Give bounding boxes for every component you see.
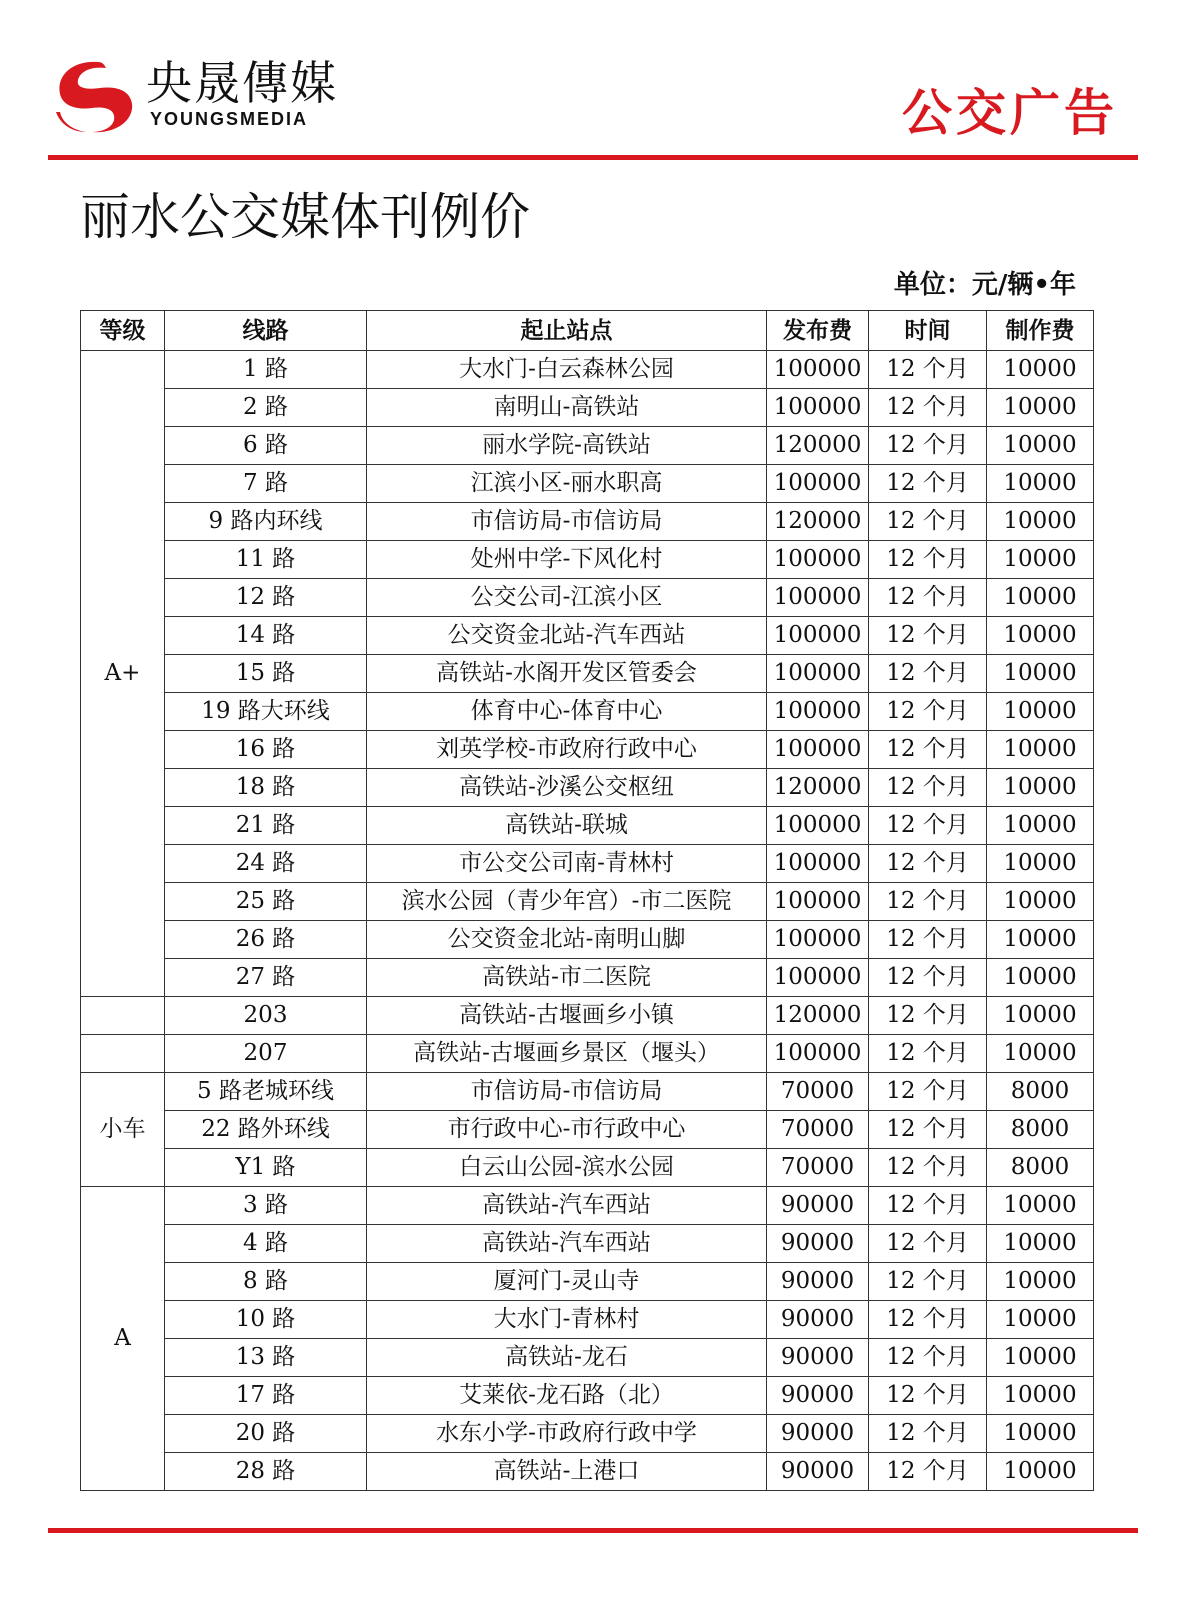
stops-cell: 高铁站-上港口 [367, 1453, 767, 1491]
grade-cell: 小车 [81, 1073, 165, 1187]
swirl-logo-icon [52, 58, 136, 134]
fee-cell: 100000 [767, 731, 869, 769]
fee-cell: 100000 [767, 845, 869, 883]
table-row [81, 541, 1094, 579]
table-row [81, 579, 1094, 617]
header-tagline: 公交广告 [902, 84, 1118, 142]
route-cell: 14 路 [165, 617, 367, 655]
table-row [81, 1339, 1094, 1377]
stops-cell: 高铁站-联城 [367, 807, 767, 845]
production-fee-cell: 10000 [987, 921, 1094, 959]
time-cell: 12 个月 [869, 1111, 987, 1149]
time-cell: 12 个月 [869, 1225, 987, 1263]
production-fee-cell: 10000 [987, 997, 1094, 1035]
production-fee-cell: 10000 [987, 769, 1094, 807]
route-cell: 26 路 [165, 921, 367, 959]
table-row [81, 731, 1094, 769]
fee-cell: 90000 [767, 1377, 869, 1415]
table-row [81, 883, 1094, 921]
stops-cell: 南明山-高铁站 [367, 389, 767, 427]
unit-label: 单位：元/辆•年 [893, 270, 1076, 300]
stops-cell: 高铁站-汽车西站 [367, 1187, 767, 1225]
production-fee-cell: 10000 [987, 731, 1094, 769]
route-cell: 5 路老城环线 [165, 1073, 367, 1111]
time-cell: 12 个月 [869, 1035, 987, 1073]
route-cell: 207 [165, 1035, 367, 1073]
time-cell: 12 个月 [869, 655, 987, 693]
production-fee-cell: 10000 [987, 693, 1094, 731]
price-table [80, 310, 1094, 1491]
table-header-row [81, 311, 1094, 351]
header-production: 制作费 [987, 311, 1094, 351]
time-cell: 12 个月 [869, 1377, 987, 1415]
production-fee-cell: 10000 [987, 1225, 1094, 1263]
fee-cell: 90000 [767, 1301, 869, 1339]
fee-cell: 100000 [767, 883, 869, 921]
route-cell: 24 路 [165, 845, 367, 883]
production-fee-cell: 10000 [987, 1339, 1094, 1377]
production-fee-cell: 10000 [987, 845, 1094, 883]
route-cell: 27 路 [165, 959, 367, 997]
route-cell: 13 路 [165, 1339, 367, 1377]
table-row [81, 1187, 1094, 1225]
stops-cell: 体育中心-体育中心 [367, 693, 767, 731]
stops-cell: 市行政中心-市行政中心 [367, 1111, 767, 1149]
stops-cell: 市信访局-市信访局 [367, 503, 767, 541]
production-fee-cell: 10000 [987, 1453, 1094, 1491]
grade-cell: A+ [81, 351, 165, 997]
time-cell: 12 个月 [869, 1415, 987, 1453]
stops-cell: 江滨小区-丽水职高 [367, 465, 767, 503]
production-fee-cell: 10000 [987, 617, 1094, 655]
route-cell: 15 路 [165, 655, 367, 693]
fee-cell: 100000 [767, 1035, 869, 1073]
fee-cell: 120000 [767, 503, 869, 541]
table-row [81, 1301, 1094, 1339]
stops-cell: 公交资金北站-汽车西站 [367, 617, 767, 655]
time-cell: 12 个月 [869, 693, 987, 731]
time-cell: 12 个月 [869, 959, 987, 997]
route-cell: 6 路 [165, 427, 367, 465]
time-cell: 12 个月 [869, 427, 987, 465]
route-cell: 4 路 [165, 1225, 367, 1263]
fee-cell: 120000 [767, 427, 869, 465]
production-fee-cell: 10000 [987, 427, 1094, 465]
table-row [81, 997, 1094, 1035]
fee-cell: 100000 [767, 579, 869, 617]
stops-cell: 高铁站-沙溪公交枢纽 [367, 769, 767, 807]
stops-cell: 高铁站-市二医院 [367, 959, 767, 997]
page-header [0, 0, 1184, 160]
header-grade: 等级 [81, 311, 165, 351]
production-fee-cell: 10000 [987, 959, 1094, 997]
stops-cell: 厦河门-灵山寺 [367, 1263, 767, 1301]
table-row [81, 1263, 1094, 1301]
stops-cell: 高铁站-汽车西站 [367, 1225, 767, 1263]
route-cell: 9 路内环线 [165, 503, 367, 541]
fee-cell: 100000 [767, 617, 869, 655]
route-cell: 7 路 [165, 465, 367, 503]
stops-cell: 高铁站-古堰画乡景区（堰头） [367, 1035, 767, 1073]
table-row [81, 503, 1094, 541]
fee-cell: 120000 [767, 769, 869, 807]
table-row [81, 617, 1094, 655]
table-row [81, 389, 1094, 427]
stops-cell: 高铁站-水阁开发区管委会 [367, 655, 767, 693]
route-cell: 18 路 [165, 769, 367, 807]
table-row [81, 1377, 1094, 1415]
stops-cell: 滨水公园（青少年宫）-市二医院 [367, 883, 767, 921]
time-cell: 12 个月 [869, 1187, 987, 1225]
route-cell: 11 路 [165, 541, 367, 579]
table-row [81, 1453, 1094, 1491]
stops-cell: 大水门-青林村 [367, 1301, 767, 1339]
grade-cell: A [81, 1187, 165, 1491]
production-fee-cell: 10000 [987, 1035, 1094, 1073]
fee-cell: 100000 [767, 693, 869, 731]
stops-cell: 公交资金北站-南明山脚 [367, 921, 767, 959]
stops-cell: 丽水学院-高铁站 [367, 427, 767, 465]
stops-cell: 高铁站-龙石 [367, 1339, 767, 1377]
header-fee: 发布费 [767, 311, 869, 351]
stops-cell: 水东小学-市政府行政中学 [367, 1415, 767, 1453]
table-row [81, 1149, 1094, 1187]
table-row [81, 807, 1094, 845]
table-row [81, 921, 1094, 959]
table-row [81, 351, 1094, 389]
fee-cell: 90000 [767, 1225, 869, 1263]
stops-cell: 高铁站-古堰画乡小镇 [367, 997, 767, 1035]
stops-cell: 白云山公园-滨水公园 [367, 1149, 767, 1187]
stops-cell: 公交公司-江滨小区 [367, 579, 767, 617]
table-row [81, 465, 1094, 503]
table-row [81, 845, 1094, 883]
production-fee-cell: 8000 [987, 1111, 1094, 1149]
fee-cell: 100000 [767, 807, 869, 845]
stops-cell: 市公交公司南-青林村 [367, 845, 767, 883]
fee-cell: 100000 [767, 465, 869, 503]
fee-cell: 100000 [767, 655, 869, 693]
time-cell: 12 个月 [869, 1339, 987, 1377]
production-fee-cell: 10000 [987, 883, 1094, 921]
production-fee-cell: 10000 [987, 579, 1094, 617]
route-cell: 3 路 [165, 1187, 367, 1225]
route-cell: 28 路 [165, 1453, 367, 1491]
fee-cell: 70000 [767, 1073, 869, 1111]
fee-cell: 100000 [767, 921, 869, 959]
time-cell: 12 个月 [869, 883, 987, 921]
production-fee-cell: 10000 [987, 389, 1094, 427]
fee-cell: 100000 [767, 351, 869, 389]
table-row [81, 655, 1094, 693]
route-cell: 21 路 [165, 807, 367, 845]
table-row [81, 769, 1094, 807]
top-divider [48, 155, 1138, 160]
time-cell: 12 个月 [869, 1149, 987, 1187]
page-title: 丽水公交媒体刊例价 [80, 188, 530, 246]
time-cell: 12 个月 [869, 351, 987, 389]
time-cell: 12 个月 [869, 1301, 987, 1339]
time-cell: 12 个月 [869, 579, 987, 617]
production-fee-cell: 8000 [987, 1149, 1094, 1187]
grade-cell [81, 997, 165, 1035]
route-cell: 25 路 [165, 883, 367, 921]
time-cell: 12 个月 [869, 845, 987, 883]
production-fee-cell: 10000 [987, 541, 1094, 579]
time-cell: 12 个月 [869, 807, 987, 845]
route-cell: 10 路 [165, 1301, 367, 1339]
time-cell: 12 个月 [869, 465, 987, 503]
header-time: 时间 [869, 311, 987, 351]
table-row [81, 1415, 1094, 1453]
production-fee-cell: 10000 [987, 807, 1094, 845]
fee-cell: 90000 [767, 1263, 869, 1301]
route-cell: 8 路 [165, 1263, 367, 1301]
brand-name-cn: 央晟傳媒 [146, 56, 338, 110]
bottom-divider [48, 1528, 1138, 1533]
route-cell: 19 路大环线 [165, 693, 367, 731]
time-cell: 12 个月 [869, 1453, 987, 1491]
production-fee-cell: 10000 [987, 465, 1094, 503]
route-cell: 1 路 [165, 351, 367, 389]
production-fee-cell: 10000 [987, 1187, 1094, 1225]
production-fee-cell: 10000 [987, 503, 1094, 541]
fee-cell: 100000 [767, 959, 869, 997]
table-row [81, 959, 1094, 997]
production-fee-cell: 10000 [987, 1301, 1094, 1339]
header-route: 线路 [165, 311, 367, 351]
time-cell: 12 个月 [869, 541, 987, 579]
fee-cell: 90000 [767, 1453, 869, 1491]
route-cell: Y1 路 [165, 1149, 367, 1187]
grade-cell [81, 1035, 165, 1073]
production-fee-cell: 8000 [987, 1073, 1094, 1111]
production-fee-cell: 10000 [987, 1415, 1094, 1453]
table-row [81, 1225, 1094, 1263]
table-row [81, 427, 1094, 465]
fee-cell: 70000 [767, 1111, 869, 1149]
fee-cell: 90000 [767, 1187, 869, 1225]
fee-cell: 100000 [767, 389, 869, 427]
production-fee-cell: 10000 [987, 1377, 1094, 1415]
fee-cell: 120000 [767, 997, 869, 1035]
time-cell: 12 个月 [869, 389, 987, 427]
stops-cell: 艾莱依-龙石路（北） [367, 1377, 767, 1415]
table-row [81, 1111, 1094, 1149]
time-cell: 12 个月 [869, 731, 987, 769]
time-cell: 12 个月 [869, 1073, 987, 1111]
header-stops: 起止站点 [367, 311, 767, 351]
production-fee-cell: 10000 [987, 351, 1094, 389]
route-cell: 203 [165, 997, 367, 1035]
route-cell: 16 路 [165, 731, 367, 769]
production-fee-cell: 10000 [987, 1263, 1094, 1301]
time-cell: 12 个月 [869, 997, 987, 1035]
route-cell: 2 路 [165, 389, 367, 427]
time-cell: 12 个月 [869, 921, 987, 959]
fee-cell: 90000 [767, 1339, 869, 1377]
brand-name-en: YOUNGSMEDIA [150, 109, 309, 129]
time-cell: 12 个月 [869, 769, 987, 807]
route-cell: 22 路外环线 [165, 1111, 367, 1149]
table-row [81, 1035, 1094, 1073]
stops-cell: 处州中学-下风化村 [367, 541, 767, 579]
route-cell: 12 路 [165, 579, 367, 617]
stops-cell: 刘英学校-市政府行政中心 [367, 731, 767, 769]
fee-cell: 100000 [767, 541, 869, 579]
route-cell: 17 路 [165, 1377, 367, 1415]
fee-cell: 90000 [767, 1415, 869, 1453]
table-row [81, 1073, 1094, 1111]
table-row [81, 693, 1094, 731]
time-cell: 12 个月 [869, 503, 987, 541]
production-fee-cell: 10000 [987, 655, 1094, 693]
route-cell: 20 路 [165, 1415, 367, 1453]
table-body [81, 351, 1094, 1491]
time-cell: 12 个月 [869, 1263, 987, 1301]
fee-cell: 70000 [767, 1149, 869, 1187]
stops-cell: 市信访局-市信访局 [367, 1073, 767, 1111]
stops-cell: 大水门-白云森林公园 [367, 351, 767, 389]
time-cell: 12 个月 [869, 617, 987, 655]
